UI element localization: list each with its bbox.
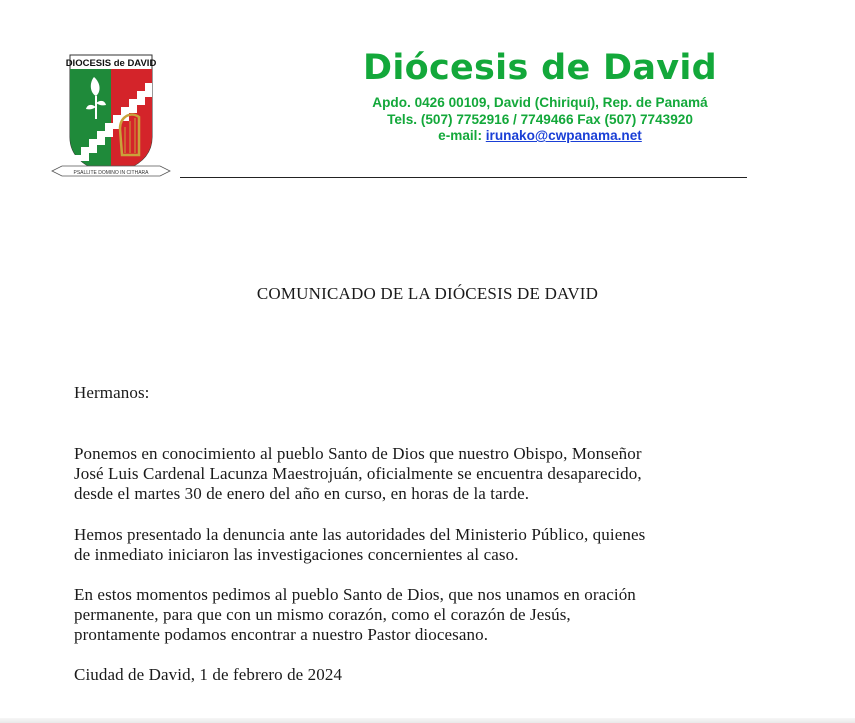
document-heading: COMUNICADO DE LA DIÓCESIS DE DAVID bbox=[256, 284, 599, 303]
email-label: e-mail: bbox=[438, 128, 482, 143]
svg-text:DIOCESIS de DAVID: DIOCESIS de DAVID bbox=[65, 58, 157, 69]
email-link[interactable]: irunako@cwpanama.net bbox=[485, 128, 642, 143]
greeting: Hermanos: bbox=[74, 383, 150, 402]
paragraph-1 bbox=[74, 444, 794, 504]
paragraph-line: En estos momentos pedimos al pueblo Santo de Dios, que nos unamos en oración bbox=[74, 585, 636, 604]
email-line bbox=[270, 128, 810, 144]
paragraph-line: permanente, para que con un mismo corazón, como el corazón de Jesús, bbox=[74, 605, 571, 624]
phone-line: Tels. (507) 7752916 / 7749466 Fax (507) 7743920 bbox=[387, 112, 693, 127]
svg-text:PSALLITE DOMINO IN CITHARA: PSALLITE DOMINO IN CITHARA bbox=[73, 170, 149, 176]
paragraph-line: Hemos presentado la denuncia ante las autoridades del Ministerio Público, quienes bbox=[74, 525, 646, 544]
address-line: Apdo. 0426 00109, David (Chiriquí), Rep. de Panamá bbox=[372, 95, 708, 110]
page-bottom-edge bbox=[0, 718, 855, 723]
paragraph-line: José Luis Cardenal Lacunza Maestrojuán, oficialmente se encuentra desaparecido, bbox=[74, 464, 642, 483]
paragraph-3 bbox=[74, 585, 794, 645]
header-divider bbox=[180, 177, 747, 178]
closing-date: Ciudad de David, 1 de febrero de 2024 bbox=[74, 665, 343, 684]
paragraph-line: desde el martes 30 de enero del año en curso, en horas de la tarde. bbox=[74, 484, 530, 503]
diocese-title: Diócesis de David bbox=[362, 48, 718, 88]
paragraph-line: prontamente podamos encontrar a nuestro Pastor diocesano. bbox=[74, 625, 489, 644]
diocese-logo bbox=[50, 47, 172, 180]
paragraph-line: Ponemos en conocimiento al pueblo Santo de Dios que nuestro Obispo, Monseñor bbox=[74, 444, 642, 463]
paragraph-2 bbox=[74, 525, 794, 565]
paragraph-line: de inmediato iniciaron las investigaciones concernientes al caso. bbox=[74, 545, 519, 564]
